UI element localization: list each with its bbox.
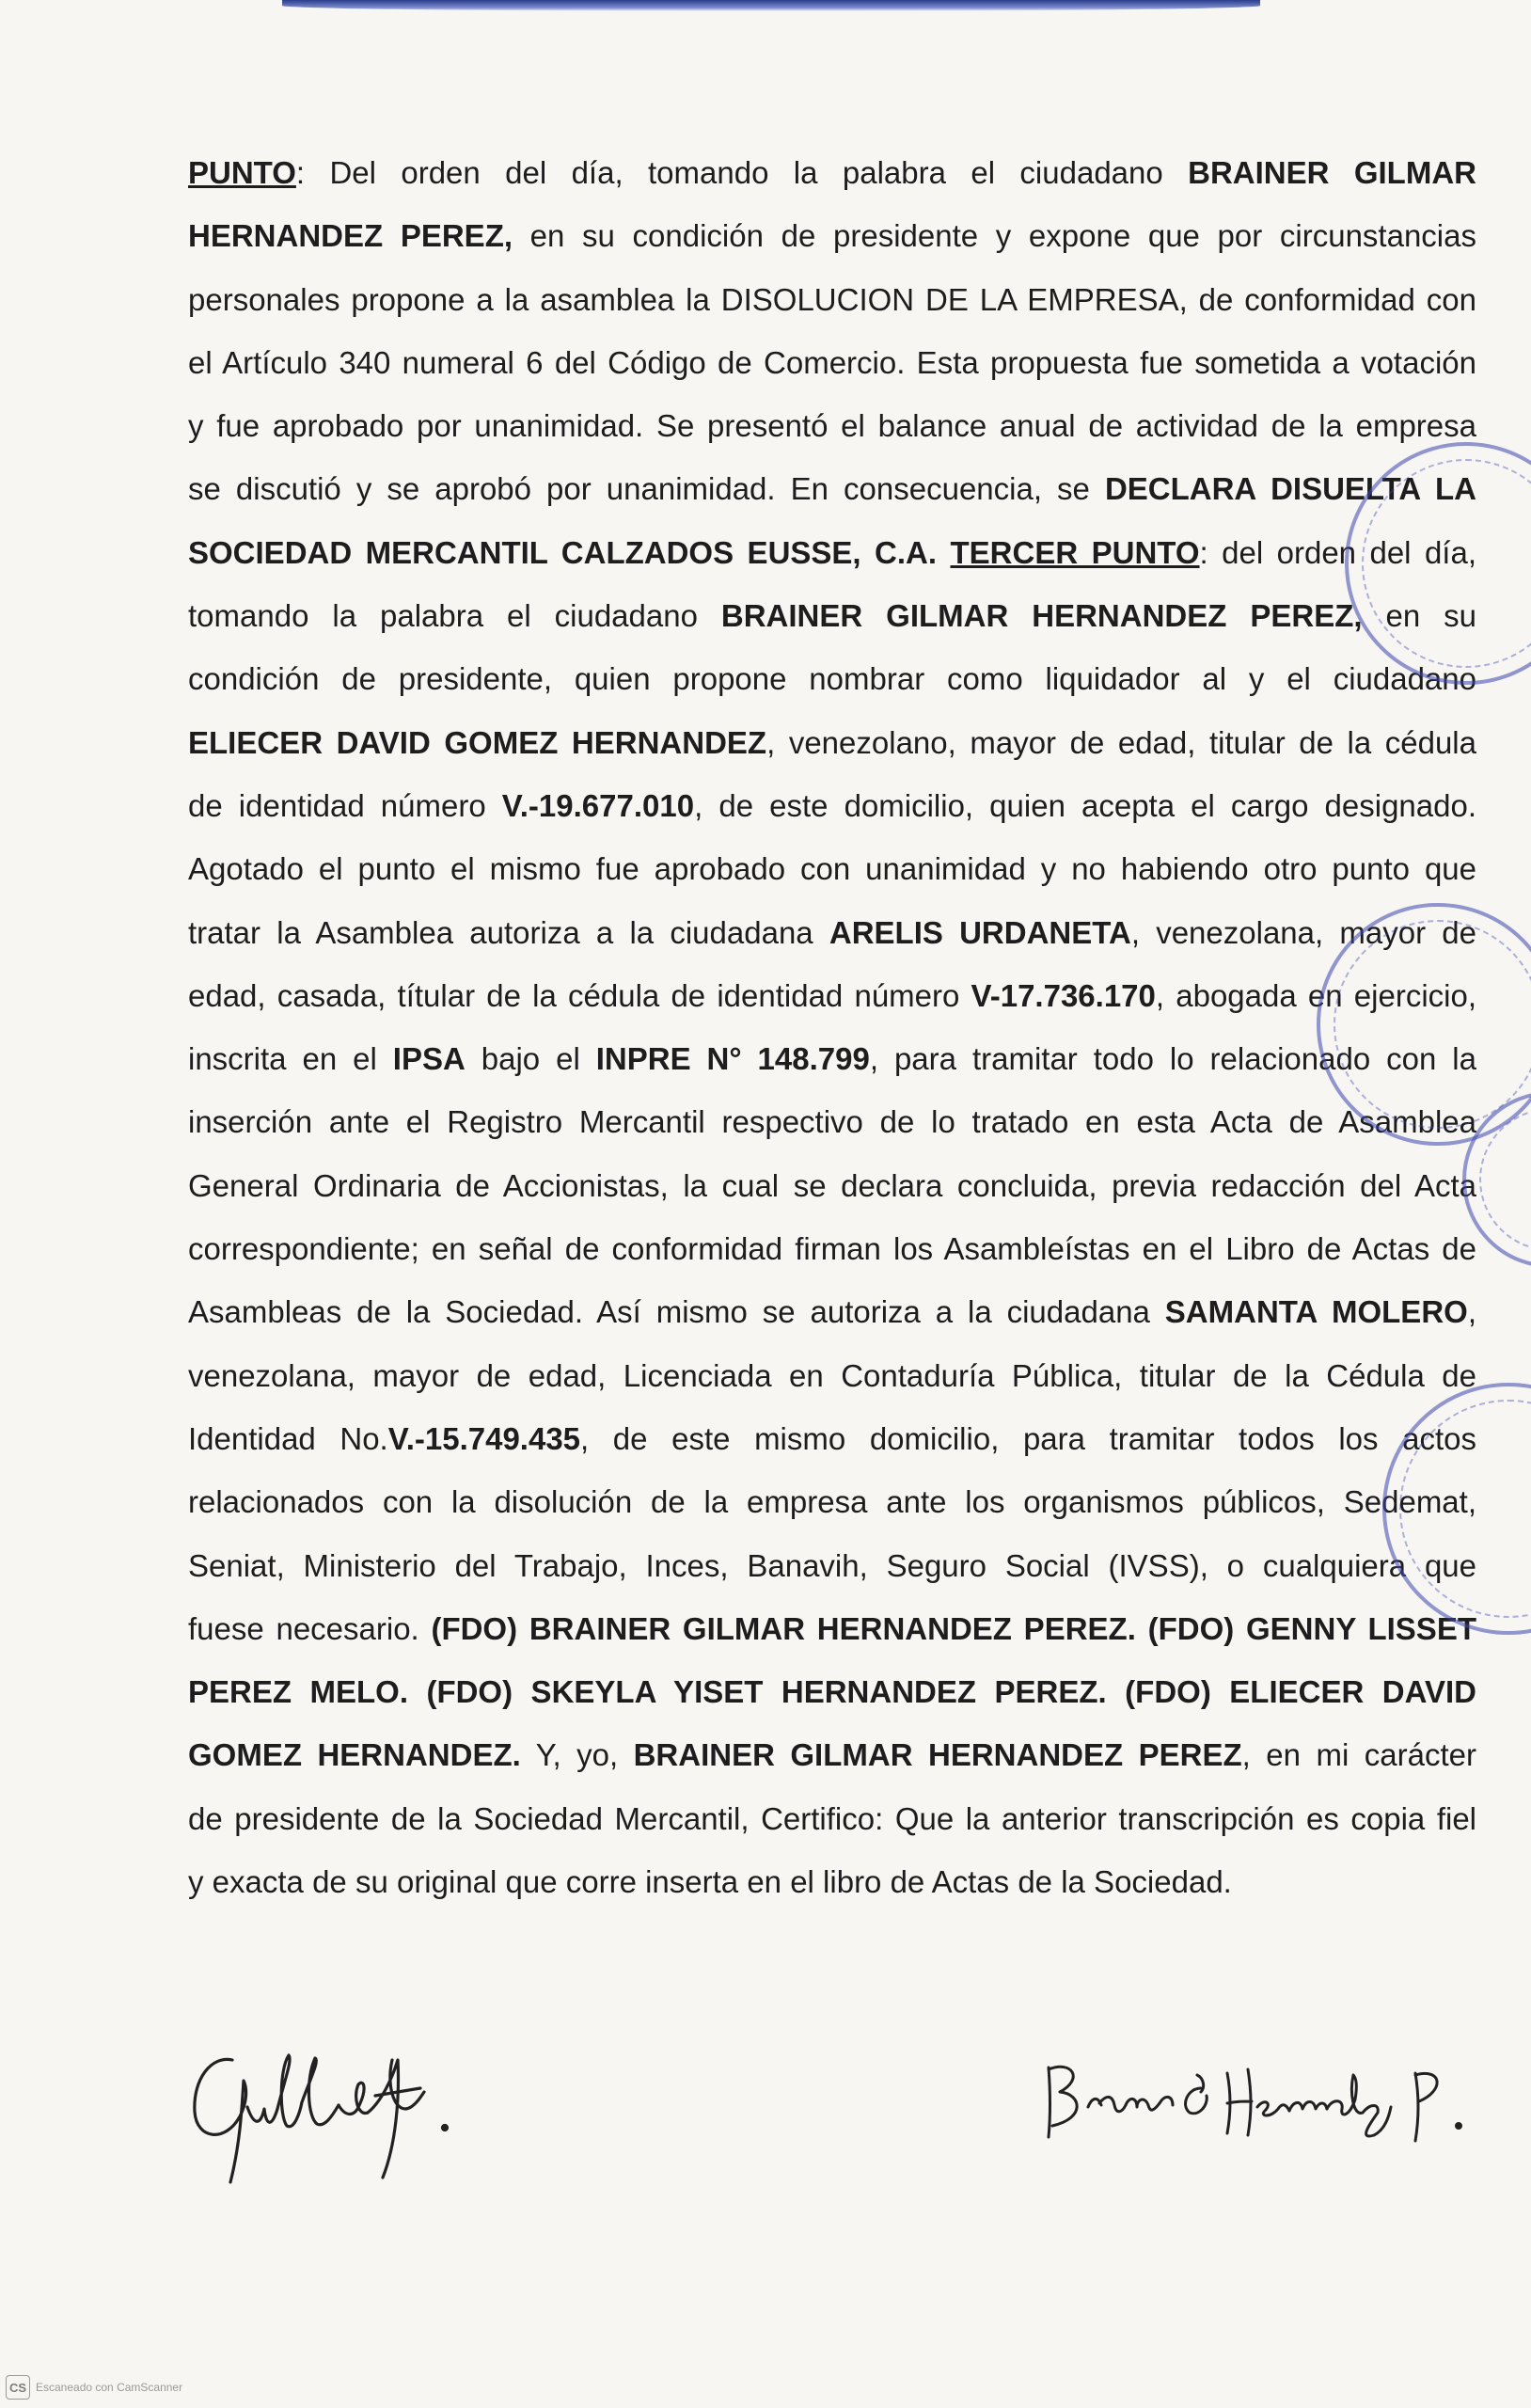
text-run: inscrita en el (188, 1041, 393, 1077)
text-run: , (1467, 1294, 1476, 1330)
document-line (188, 268, 1476, 331)
text-run: PUNTO (188, 155, 296, 190)
text-run: ELIECER DAVID GOMEZ HERNANDEZ (188, 724, 767, 760)
text-run: V-17.736.170 (971, 977, 1156, 1013)
text-run: el Artículo 340 numeral 6 del Código de Comercio. Esta propuesta fue sometida a votación (188, 344, 1476, 380)
text-run: SOCIEDAD MERCANTIL CALZADOS EUSSE, C.A. (188, 534, 938, 570)
camscanner-logo-icon: CS (6, 2375, 30, 2400)
document-line (188, 1597, 1476, 1660)
text-run: personales propone a la asamblea la DISOLUCION DE LA EMPRESA, de conformidad con (188, 281, 1476, 317)
document-body (188, 141, 1476, 1913)
document-line (188, 1217, 1476, 1280)
text-run: , en mi carácter (1241, 1737, 1476, 1773)
document-line (188, 1787, 1476, 1850)
document-line (188, 521, 1476, 584)
document-line (188, 1280, 1476, 1343)
document-line (188, 711, 1476, 774)
text-run: y fue aprobado por unanimidad. Se presentó el balance anual de actividad de la empresa (188, 408, 1476, 444)
text-run: relacionados con la disolución de la empresa ante los organismos públicos, Sedemat, (188, 1484, 1476, 1520)
text-run: de identidad número (188, 787, 502, 823)
document-line (188, 1407, 1476, 1470)
text-run: Y, yo, (520, 1737, 634, 1773)
document-line (188, 647, 1476, 710)
text-run: General Ordinaria de Accionistas, la cual se declara concluida, previa redacción del Acta (188, 1167, 1476, 1203)
document-line (188, 964, 1476, 1027)
text-run: HERNANDEZ PEREZ, (188, 218, 513, 254)
text-run: , para tramitar todo lo relacionado con la (869, 1041, 1476, 1077)
document-line (188, 1723, 1476, 1786)
text-run: (FDO) BRAINER GILMAR HERNANDEZ PEREZ. (FDO) GENNY LISSET (431, 1610, 1476, 1646)
text-run: venezolana, mayor de edad, Licenciada en Contaduría Pública, titular de la Cédula de (188, 1357, 1476, 1393)
text-run: IPSA (392, 1041, 466, 1077)
text-run: BRAINER GILMAR HERNANDEZ PEREZ (633, 1737, 1242, 1773)
text-run: , venezolana, mayor de (1130, 914, 1476, 950)
text-run: PEREZ MELO. (FDO) SKEYLA YISET HERNANDEZ PEREZ. (FDO) ELIECER DAVID (188, 1674, 1476, 1710)
document-line (188, 457, 1476, 520)
document-line (188, 1470, 1476, 1533)
text-run: , abogada en ejercicio, (1155, 977, 1476, 1013)
text-run: bajo el (465, 1041, 596, 1077)
text-run: INPRE N° 148.799 (595, 1041, 870, 1077)
text-run: inserción ante el Registro Mercantil respectivo de lo tratado en esta Acta de Asamblea (188, 1104, 1476, 1140)
document-line (188, 204, 1476, 267)
text-run: edad, casada, títular de la cédula de identidad número (188, 977, 971, 1013)
text-run: V.-19.677.010 (501, 787, 695, 823)
text-run: GOMEZ HERNANDEZ. (188, 1737, 521, 1773)
document-line (188, 1344, 1476, 1407)
scanner-watermark (6, 2375, 182, 2400)
document-line (188, 1154, 1476, 1217)
text-run (937, 535, 950, 570)
document-line (188, 901, 1476, 964)
document-line (188, 1090, 1476, 1153)
text-run: , de este mismo domicilio, para tramitar todos los actos (580, 1420, 1476, 1456)
text-run: de presidente de la Sociedad Mercantil, Certifico: Que la anterior transcripción es copia fiel (188, 1800, 1476, 1836)
text-run: BRAINER GILMAR HERNANDEZ PEREZ, (720, 598, 1363, 634)
document-line (188, 1850, 1476, 1913)
document-line (188, 394, 1476, 457)
text-run: en su (1362, 598, 1476, 634)
text-run: : del orden del día, (1199, 534, 1476, 570)
scanner-watermark-text: Escaneado con CamScanner (36, 2381, 183, 2394)
text-run: , de este domicilio, quien acepta el cargo designado. (694, 787, 1476, 823)
document-line (188, 584, 1476, 647)
text-run: Identidad No. (188, 1420, 388, 1456)
text-run: correspondiente; en señal de conformidad firman los Asambleístas en el Libro de Actas de (188, 1231, 1476, 1267)
text-run: Agotado el punto el mismo fue aprobado con unanimidad y no habiendo otro punto que (188, 851, 1476, 887)
text-run: TERCER PUNTO (950, 534, 1200, 570)
document-line (188, 774, 1476, 837)
text-run: , venezolano, mayor de edad, titular de la cédula (766, 724, 1476, 760)
document-line (188, 837, 1476, 900)
text-run: V.-15.749.435 (387, 1420, 581, 1456)
document-line (188, 331, 1476, 394)
text-run: tratar la Asamblea autoriza a la ciudadana (188, 914, 829, 950)
text-run: en su condición de presidente y expone que por circunstancias (513, 218, 1476, 254)
text-run: DECLARA DISUELTA LA (1104, 471, 1476, 507)
scan-top-edge (282, 0, 1260, 11)
signature-left (174, 2022, 484, 2192)
text-run: fuese necesario. (188, 1610, 432, 1646)
text-run: condición de presidente, quien propone nombrar como liquidador al y el ciudadano (188, 661, 1476, 697)
text-run: Asambleas de la Sociedad. Así mismo se autoriza a la ciudadana (188, 1294, 1165, 1330)
text-run: ARELIS URDANETA (829, 914, 1131, 950)
text-run: se discutió y se aprobó por unanimidad. En consecuencia, se (188, 471, 1105, 507)
text-run: SAMANTA MOLERO (1164, 1294, 1468, 1330)
text-run: Seniat, Ministerio del Trabajo, Inces, Banavih, Seguro Social (IVSS), o cualquiera que (188, 1547, 1476, 1583)
document-line (188, 1027, 1476, 1090)
text-run: tomando la palabra el ciudadano (188, 598, 721, 634)
document-line (188, 1660, 1476, 1723)
text-run: : Del orden del día, tomando la palabra el ciudadano (295, 155, 1189, 190)
document-line (188, 1534, 1476, 1597)
document-line (188, 141, 1476, 204)
text-run: y exacta de su original que corre inserta en el libro de Actas de la Sociedad. (188, 1864, 1232, 1900)
signature-right (1039, 2051, 1509, 2154)
text-run: BRAINER GILMAR (1188, 155, 1476, 190)
